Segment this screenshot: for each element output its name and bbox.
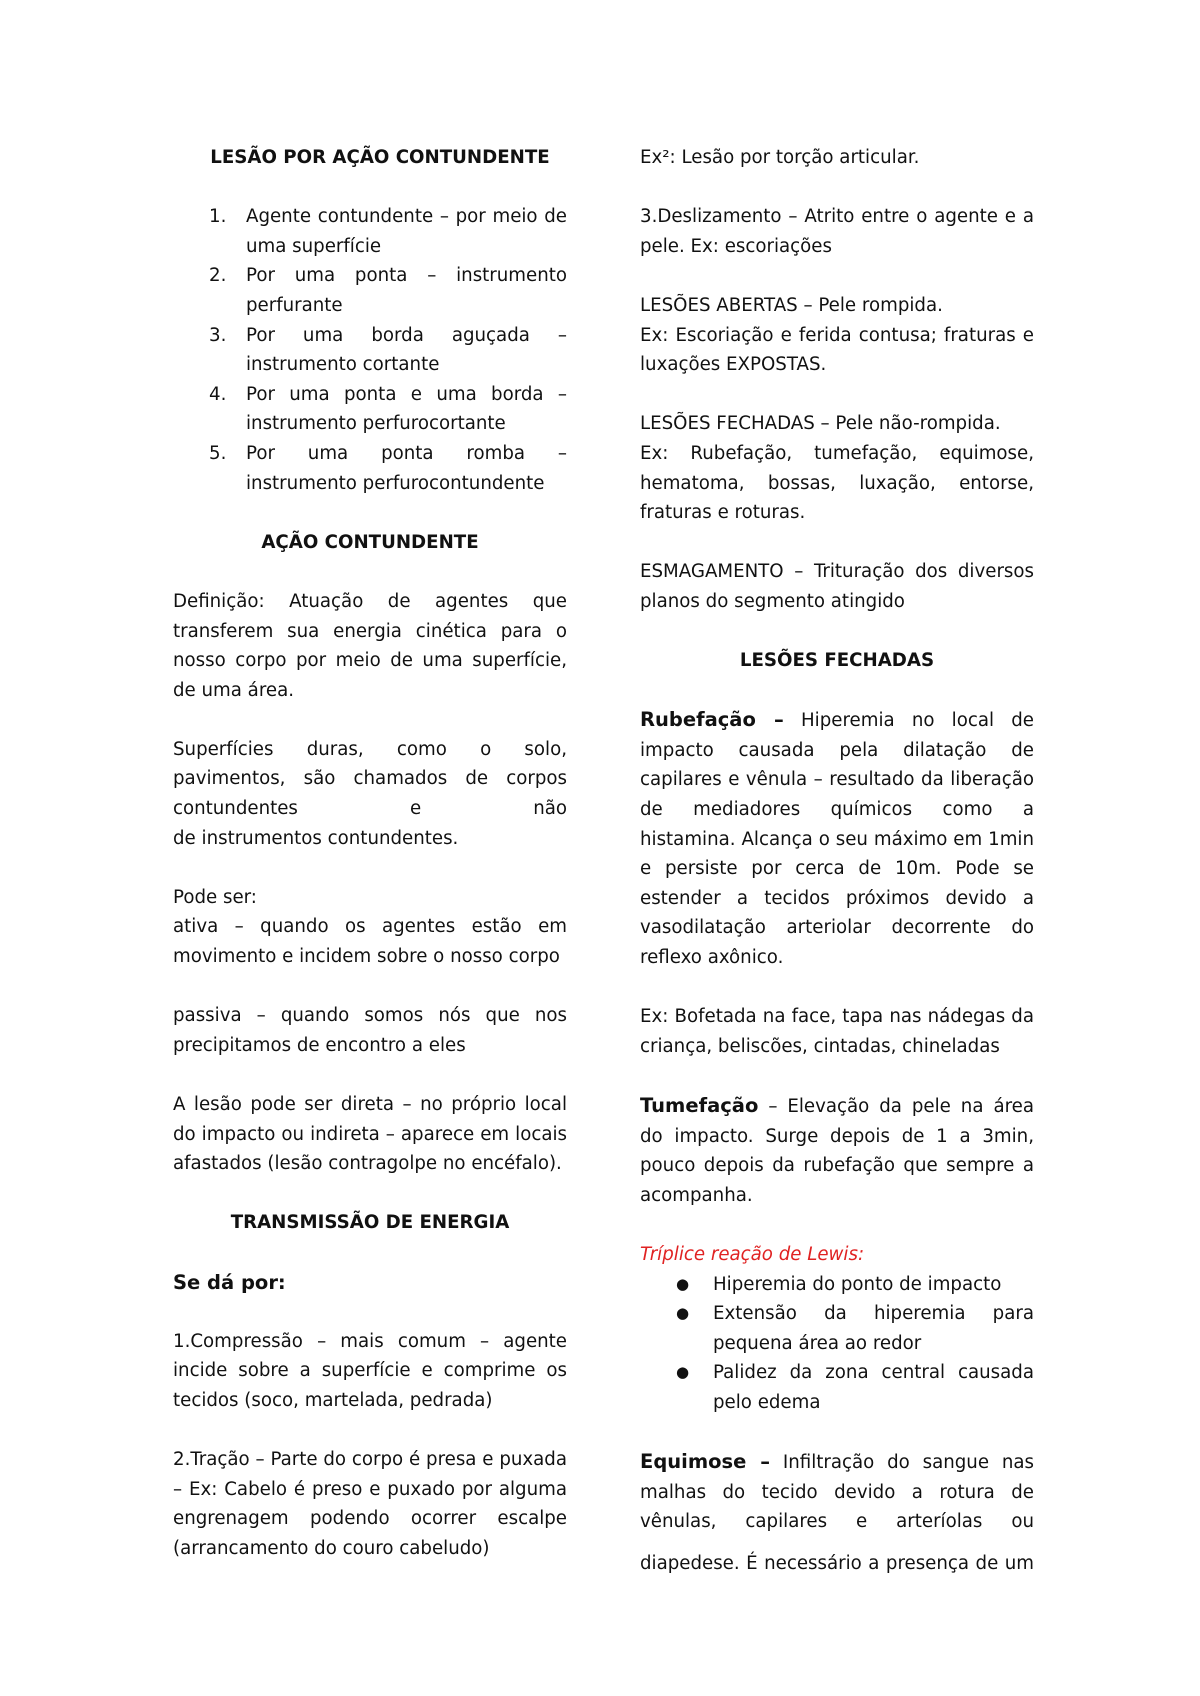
title-transmissao-de-energia: TRANSMISSÃO DE ENERGIA bbox=[230, 1212, 510, 1234]
lewis-list bbox=[640, 1270, 1034, 1418]
compression-paragraph: 1.Compressão – mais comum – agente incide sobre a superfície e comprime os tecidos (soco, martelada, pedrada) bbox=[173, 1330, 567, 1411]
active-paragraph: ativa – quando os agentes estão em movimento e incidem sobre o nosso corpo bbox=[173, 916, 567, 968]
rubefaction-paragraph: Rubefação – Hiperemia no local de impacto causada pela dilatação de capilares e vênula – resultado da liberação de mediadores químicos como a histamina. Alcança o seu máximo em 1min e persiste por cerca de 10m. Pode se estender a tecidos próximos devido a vasodilatação arteriolar decorrente do reflexo axônico. bbox=[640, 708, 1034, 969]
passive-paragraph: passiva – quando somos nós que nos precipitamos de encontro a eles bbox=[173, 1005, 567, 1056]
rubefaction-example: Ex: Bofetada na face, tapa nas nádegas da criança, beliscões, cintadas, chineladas bbox=[640, 1006, 1034, 1057]
ecchymosis-paragraph: Equimose – Infiltração do sangue nas malhas do tecido devido a rotura de vênulas, capilares e arteríolas ou bbox=[640, 1450, 1035, 1533]
definition-paragraph: Definição: Atuação de agentes que transferem sua energia cinética para o nosso corpo por meio de uma superfície, de uma área. bbox=[173, 590, 567, 701]
list-item: ● Extensão da hiperemia para pequena área ao redor bbox=[640, 1299, 1034, 1358]
left-column bbox=[173, 143, 567, 1564]
open-lesions-example: Ex: Escoriação e ferida contusa; fraturas e luxações EXPOSTAS. bbox=[640, 324, 1034, 376]
list-item: ● Palidez da zona central causada pelo edema bbox=[640, 1358, 1034, 1417]
list-item: 1. Agente contundente – por meio de uma superfície bbox=[209, 206, 567, 257]
list-item: ● Hiperemia do ponto de impacto bbox=[640, 1270, 1034, 1300]
list-item: 3. Por uma borda aguçada – instrumento cortante bbox=[209, 324, 567, 376]
torsion-example: Ex²: Lesão por torção articular. bbox=[640, 147, 920, 168]
rubefaction-term: Rubefação – bbox=[640, 708, 784, 732]
bullet-icon: ● bbox=[676, 1304, 690, 1323]
diapedesis-line: diapedese. É necessário a presença de um bbox=[640, 1552, 1034, 1574]
tumefaction-term: Tumefação bbox=[640, 1094, 759, 1117]
tumefaction-paragraph: Tumefação – Elevação da pele na área do impacto. Surge depois de 1 a 3min, pouco depois da rubefação que sempre a acompanha. bbox=[640, 1094, 1034, 1206]
closed-lesions-example: Ex: Rubefação, tumefação, equimose, hematoma, bossas, luxação, entorse, fraturas e roturas. bbox=[640, 442, 1034, 524]
list-item: 5. Por uma ponta romba – instrumento perfurocontundente bbox=[209, 442, 567, 494]
closed-lesions-title: LESÕES FECHADAS – Pele não-rompida. bbox=[640, 413, 1001, 435]
bullet-icon: ● bbox=[676, 1363, 690, 1382]
list-item: 2. Por uma ponta – instrumento perfurante bbox=[209, 265, 567, 316]
title-lesoes-fechadas: LESÕES FECHADAS bbox=[739, 650, 935, 672]
traction-paragraph: 2.Tração – Parte do corpo é presa e puxada – Ex: Cabelo é preso e puxado por alguma engrenagem podendo ocorrer escalpe (arrancamento do couro cabeludo) bbox=[173, 1449, 567, 1559]
list-item: 4. Por uma ponta e uma borda – instrumento perfurocortante bbox=[209, 383, 567, 435]
right-column bbox=[640, 143, 1034, 1579]
se-da-por-label: Se dá por: bbox=[173, 1270, 286, 1294]
open-lesions-title: LESÕES ABERTAS – Pele rompida. bbox=[640, 294, 943, 316]
crushing-paragraph: ESMAGAMENTO – Trituração dos diversos planos do segmento atingido bbox=[640, 561, 1034, 612]
sliding-paragraph: 3.Deslizamento – Atrito entre o agente e a pele. Ex: escoriações bbox=[640, 206, 1034, 257]
ecchymosis-term: Equimose – bbox=[640, 1450, 770, 1474]
lewis-title: Tríplice reação de Lewis: bbox=[640, 1243, 865, 1265]
title-lesao-por-acao-contundente: LESÃO POR AÇÃO CONTUNDENTE bbox=[210, 147, 550, 168]
surfaces-paragraph-end: de instrumentos contundentes. bbox=[173, 827, 459, 849]
bullet-icon: ● bbox=[676, 1274, 690, 1293]
instrument-list bbox=[173, 202, 567, 498]
title-acao-contundente: AÇÃO CONTUNDENTE bbox=[261, 531, 479, 553]
direct-indirect-paragraph: A lesão pode ser direta – no próprio local do impacto ou indireta – aparece em locais afastados (lesão contragolpe no encéfalo). bbox=[173, 1094, 567, 1175]
surfaces-paragraph: Superfícies duras, como o solo, pavimentos, são chamados de corpos contundentes e não bbox=[173, 738, 567, 820]
pode-ser-label: Pode ser: bbox=[173, 886, 257, 908]
